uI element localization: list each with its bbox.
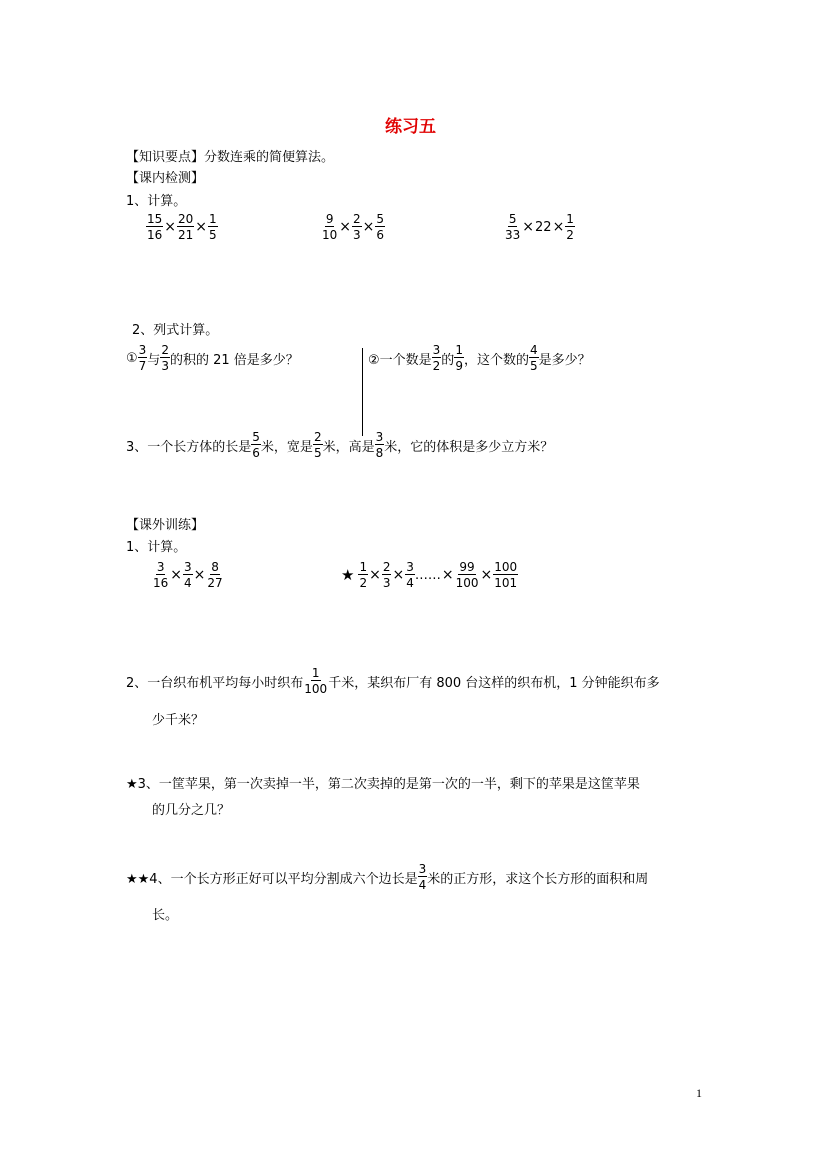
times-sign: × (164, 219, 177, 235)
fraction: $\frac{99}{100}$ (455, 560, 479, 590)
page-title: 练习五 (385, 117, 436, 137)
fraction: $\frac{2}{3}$ (161, 343, 169, 373)
fraction: $\frac{1}{2}$ (359, 560, 368, 590)
fraction: $\frac{100}{101}$ (494, 560, 518, 590)
times-sign: × (362, 219, 375, 235)
fraction: $\frac{5}{6}$ (376, 212, 385, 242)
times-sign: × (193, 567, 206, 583)
p4: ★★4、一个长方形正好可以平均分割成六个边长是 $\frac{3}{4}$ 米的正方形，求这个长方形的面积和周 (126, 862, 649, 892)
knowledge-points: 【知识要点】分数连乘的简便算法。 (126, 150, 335, 165)
section-in-class: 【课内检测】 (126, 171, 205, 186)
p4-line2: 长。 (152, 908, 179, 923)
p3-line1: ★3、一筐苹果，第一次卖掉一半，第二次卖掉的是第一次的一半，剩下的苹果是这筐苹果 (126, 777, 640, 792)
fraction: $\frac{9}{10}$ (322, 212, 338, 242)
times-sign: × (170, 567, 183, 583)
times-sign: × (522, 219, 535, 235)
fraction: $\frac{15}{16}$ (147, 212, 163, 242)
q3: 3、一个长方体的长是 $\frac{5}{6}$ 米，宽是 $\frac{2}{5}$ 米，高是 $\frac{3}{8}$ 米，它的体积是多少立方米？ (126, 430, 554, 460)
fraction: $\frac{3}{2}$ (432, 343, 441, 373)
times-sign: × (392, 567, 405, 583)
section-after-class: 【课外训练】 (126, 518, 205, 533)
fraction: $\frac{3}{4}$ (184, 560, 192, 590)
times-sign: × (552, 219, 565, 235)
times-sign: × (195, 219, 208, 235)
q1-expr-1 (146, 213, 218, 241)
p3-line2: 的几分之几？ (152, 803, 231, 818)
fraction: $\frac{4}{5}$ (529, 343, 538, 373)
fraction: $\frac{5}{6}$ (252, 430, 260, 460)
fraction: $\frac{2}{3}$ (382, 560, 391, 590)
q1-expr-2 (321, 213, 385, 241)
fraction: $\frac{3}{8}$ (375, 430, 384, 460)
star-icon: ★ (341, 566, 355, 584)
fraction: $\frac{1}{5}$ (209, 212, 217, 242)
divider-line (362, 348, 363, 436)
fraction: $\frac{2}{5}$ (313, 430, 322, 460)
page-number: 1 (696, 1086, 702, 1100)
p1-expr-1 (152, 561, 224, 589)
fraction: $\frac{20}{21}$ (178, 212, 194, 242)
times-sign: × (441, 567, 454, 583)
fraction: $\frac{3}{4}$ (418, 862, 427, 892)
fraction: $\frac{5}{33}$ (505, 212, 521, 242)
q2-part-a: ① $\frac{3}{7}$ 与 $\frac{2}{3}$ 的积的 21 倍是多少？ (126, 343, 299, 373)
p2-line2: 少千米？ (152, 713, 205, 728)
times-sign: × (369, 567, 381, 583)
fraction: $\frac{1}{2}$ (566, 212, 574, 242)
q1-expr-3 (504, 213, 575, 241)
fraction: $\frac{3}{16}$ (153, 560, 169, 590)
q1-label: 1、计算。 (126, 194, 187, 209)
p1-expr-2 (341, 561, 518, 589)
q2-label: 2、列式计算。 (132, 323, 219, 338)
integer-22: 22 (535, 219, 552, 235)
fraction: $\frac{1}{100}$ (304, 666, 328, 696)
times-sign: × (339, 219, 352, 235)
fraction: $\frac{2}{3}$ (353, 212, 361, 242)
fraction: $\frac{3}{4}$ (406, 560, 414, 590)
fraction: $\frac{8}{27}$ (207, 560, 223, 590)
ellipsis: …… (414, 567, 441, 583)
times-sign: × (480, 567, 493, 583)
p1-label: 1、计算。 (126, 540, 187, 555)
q2-part-b: ②一个数是 $\frac{3}{2}$ 的 $\frac{1}{9}$ ，这个数的 $\frac{4}{5}$ 是多少？ (368, 343, 591, 373)
fraction: $\frac{3}{7}$ (138, 343, 147, 373)
p2: 2、一台织布机平均每小时织布 $\frac{1}{100}$ 千米，某织布厂有 800 台这样的织布机，1 分钟能织布多 (126, 666, 660, 696)
fraction: $\frac{1}{9}$ (455, 343, 463, 373)
